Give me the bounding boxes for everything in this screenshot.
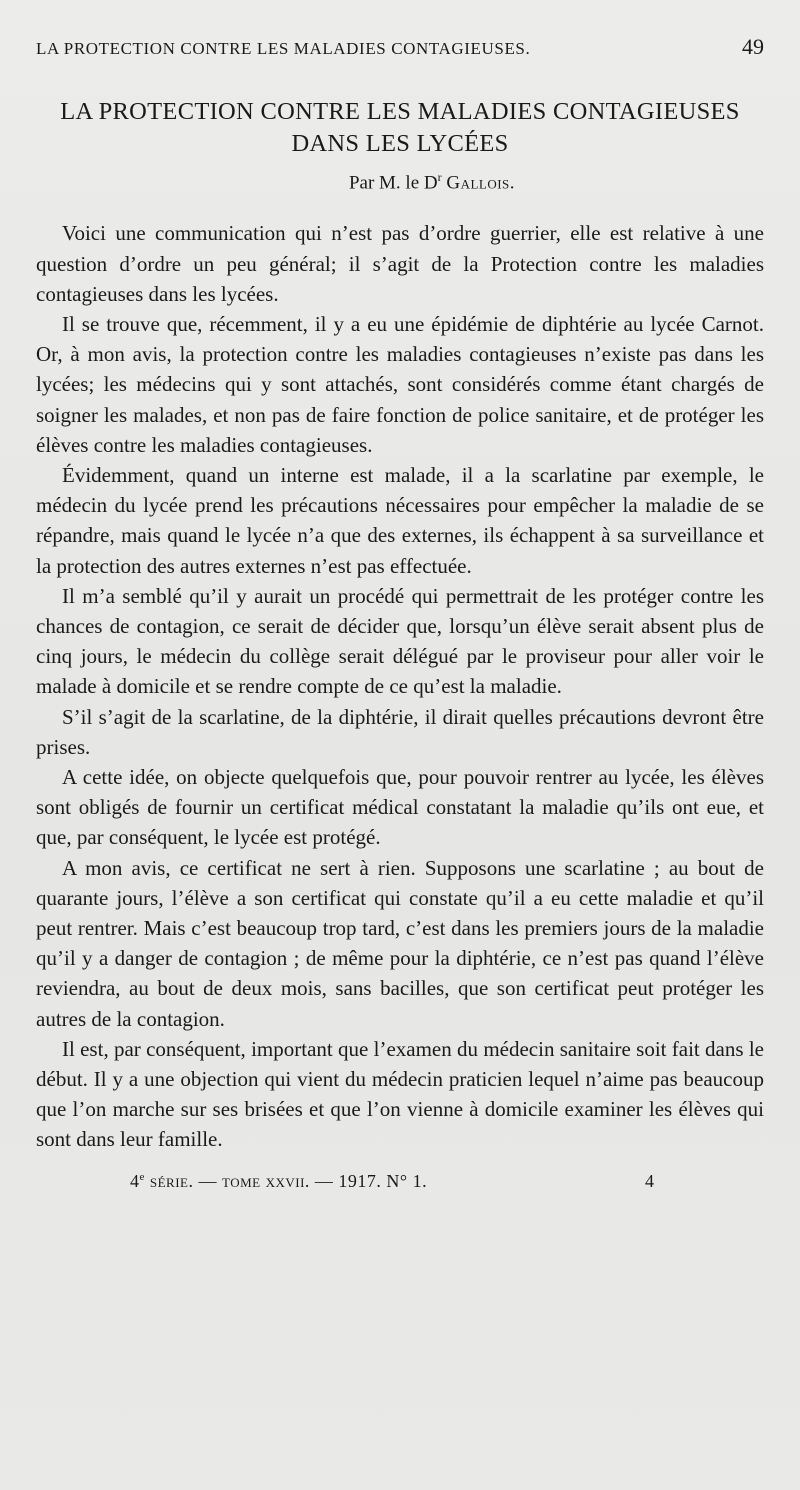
paragraph: Il se trouve que, récemment, il y a eu une épidémie de diphtérie au lycée Carnot. Or, à mon avis, la protection contre les maladies contagieuses n’existe pas dans les lycées; les médecins qui y sont attachés, sont considérés comme étant chargés de soigner les malades, et non pas de faire fonction de police sanitaire, et de protéger les élèves contre les maladies contagieuses. — [36, 311, 764, 457]
byline-author: Gallois. — [446, 172, 516, 194]
byline-prefix: Par M. le D — [348, 172, 438, 194]
byline-superscript: r — [437, 170, 442, 184]
series-superscript: e — [139, 1170, 145, 1183]
article-title-line-2: DANS LES LYCÉES — [291, 130, 509, 157]
page-number: 49 — [742, 34, 764, 59]
paragraph: S’il s’agit de la scarlatine, de la diphtérie, il dirait quelles précautions devront être prises. — [36, 704, 764, 759]
article-body — [36, 218, 764, 1154]
paragraph: Il m’a semblé qu’il y aurait un procédé qui permettrait de les protéger contre les chances de contagion, ce serait de décider que, lorsqu’un élève serait absent plus de cinq jours, le médecin du collège serait délégué par le proviseur pour aller voir le malade à domicile et se rendre compte de ce qu’est la maladie. — [36, 583, 764, 699]
running-head-title: LA PROTECTION CONTRE LES MALADIES CONTAGIEUSES. — [36, 39, 531, 58]
signature-mark: 4 — [645, 1170, 654, 1191]
article-title — [36, 96, 764, 160]
series-info — [130, 1171, 427, 1192]
paragraph: A mon avis, ce certificat ne sert à rien. Supposons une scarlatine ; au bout de quarante jours, l’élève a son certificat qui constate qu’il a eu cette maladie et qu’il peut rentrer. Mais c’est beaucoup trop tard, c’est dans les premiers jours de la maladie qu’il y a danger de contagion ; de même pour la diphtérie, ce n’est pas quand l’élève reviendra, au bout de deux mois, sans bacilles, que son certificat peut protéger les autres de la contagion. — [36, 855, 764, 1031]
running-head — [36, 34, 764, 60]
page-footer — [36, 1171, 764, 1192]
paragraph: A cette idée, on objecte quelquefois que, pour pouvoir rentrer au lycée, les élèves sont obligés de fournir un certificat médical constatant la maladie qu’ils ont eue, et que, par conséquent, le lycée est protégé. — [36, 764, 764, 850]
article-title-line-1: LA PROTECTION CONTRE LES MALADIES CONTAGIEUSES — [60, 98, 740, 125]
article-byline — [36, 170, 764, 194]
paragraph: Voici une communication qui n’est pas d’ordre guerrier, elle est relative à une question d’ordre un peu général; il s’agit de la Protection contre les maladies contagieuses dans les lycées. — [36, 221, 764, 306]
series-details: série. — tome xxvii. — 1917. N° 1. — [149, 1170, 428, 1191]
paragraph: Il est, par conséquent, important que l’examen du médecin sanitaire soit fait dans le début. Il y a une objection qui vient du médecin praticien lequel n’aime pas beaucoup que l’on marche sur ses brisées et que l’on vienne à domicile examiner les élèves qui sont dans leur famille. — [36, 1036, 764, 1152]
series-number: 4 — [130, 1170, 140, 1191]
paragraph: Évidemment, quand un interne est malade, il a la scarlatine par exemple, le médecin du lycée prend les précautions nécessaires pour empêcher la maladie de se répandre, mais quand le lycée n’a que des externes, ils échappent à sa surveillance et la protection des autres externes n’est pas effectuée. — [36, 462, 764, 578]
